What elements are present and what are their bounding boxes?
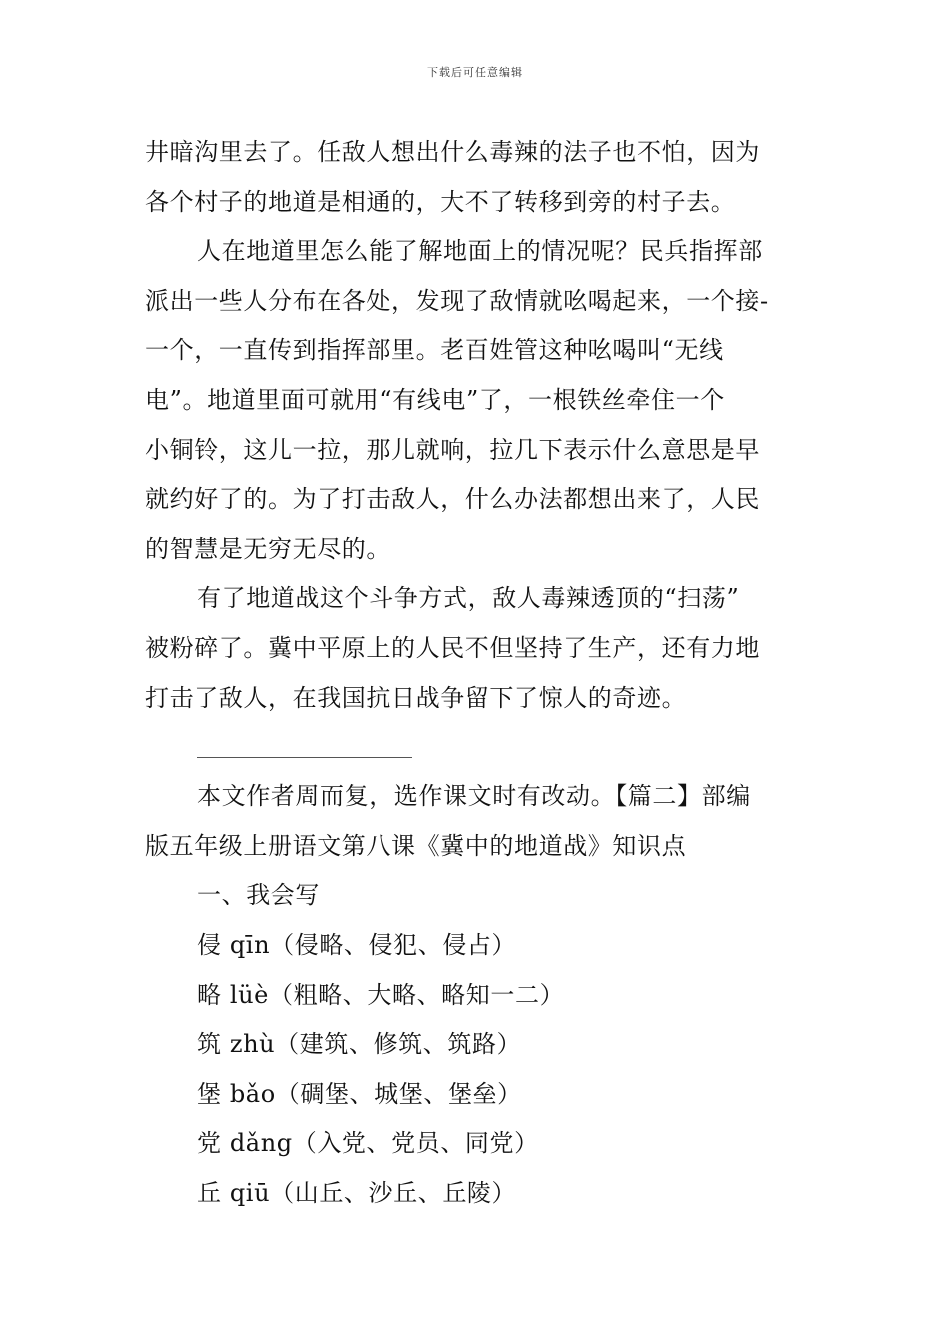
vocab-item: 侵 qīn（侵略、侵犯、侵占） xyxy=(197,930,517,959)
text-line: 人在地道里怎么能了解地面上的情况呢？民兵指挥部 xyxy=(197,237,763,266)
text-line: 版五年级上册语文第八课《冀中的地道战》知识点 xyxy=(145,831,687,860)
text-line: 各个村子的地道是相通的，大不了转移到旁的村子去。 xyxy=(145,187,736,216)
text-line: 就约好了的。为了打击敌人，什么办法都想出来了，人民 xyxy=(145,485,760,514)
text-line: 被粉碎了。冀中平原上的人民不但坚持了生产，还有力地 xyxy=(145,633,760,662)
vocab-item: 堡 bǎo（碉堡、城堡、堡垒） xyxy=(197,1079,522,1108)
vocab-item: 筑 zhù（建筑、修筑、筑路） xyxy=(197,1030,522,1059)
vocab-item: 丘 qiū（山丘、沙丘、丘陵） xyxy=(197,1178,517,1207)
document-body xyxy=(145,128,807,1218)
vocab-item: 略 lüè（粗略、大略、略知一二） xyxy=(197,980,565,1009)
text-line: 的智慧是无穷无尽的。 xyxy=(145,534,391,563)
vocab-item: 党 dǎng（入党、党员、同党） xyxy=(197,1129,539,1158)
text-line: 小铜铃，这儿一拉，那儿就响，拉几下表示什么意思是早 xyxy=(145,435,760,464)
text-line: 一个，一直传到指挥部里。老百姓管这种吆喝叫“无线 xyxy=(145,336,724,365)
paragraph-1 xyxy=(145,128,807,227)
paragraph-2 xyxy=(145,227,807,574)
paragraph-3 xyxy=(145,574,807,723)
text-line: 本文作者周而复，选作课文时有改动。【篇二】部编 xyxy=(197,782,751,811)
page-header: 下载后可任意编辑 xyxy=(427,66,523,79)
footnote-divider xyxy=(197,757,412,758)
text-line: 电”。地道里面可就用“有线电”了，一根铁丝牵住一个 xyxy=(145,385,725,414)
text-line: 井暗沟里去了。任敌人想出什么毒辣的法子也不怕，因为 xyxy=(145,138,760,166)
footnote-paragraph xyxy=(145,772,807,871)
text-line: 派出一些人分布在各处，发现了敌情就吆喝起来，一个接- xyxy=(145,286,769,315)
text-line: 有了地道战这个斗争方式，敌人毒辣透顶的“扫荡” xyxy=(197,584,740,613)
text-line: 打击了敌人，在我国抗日战争留下了惊人的奇迹。 xyxy=(145,683,687,712)
section-heading: 一、我会写 xyxy=(197,881,320,910)
